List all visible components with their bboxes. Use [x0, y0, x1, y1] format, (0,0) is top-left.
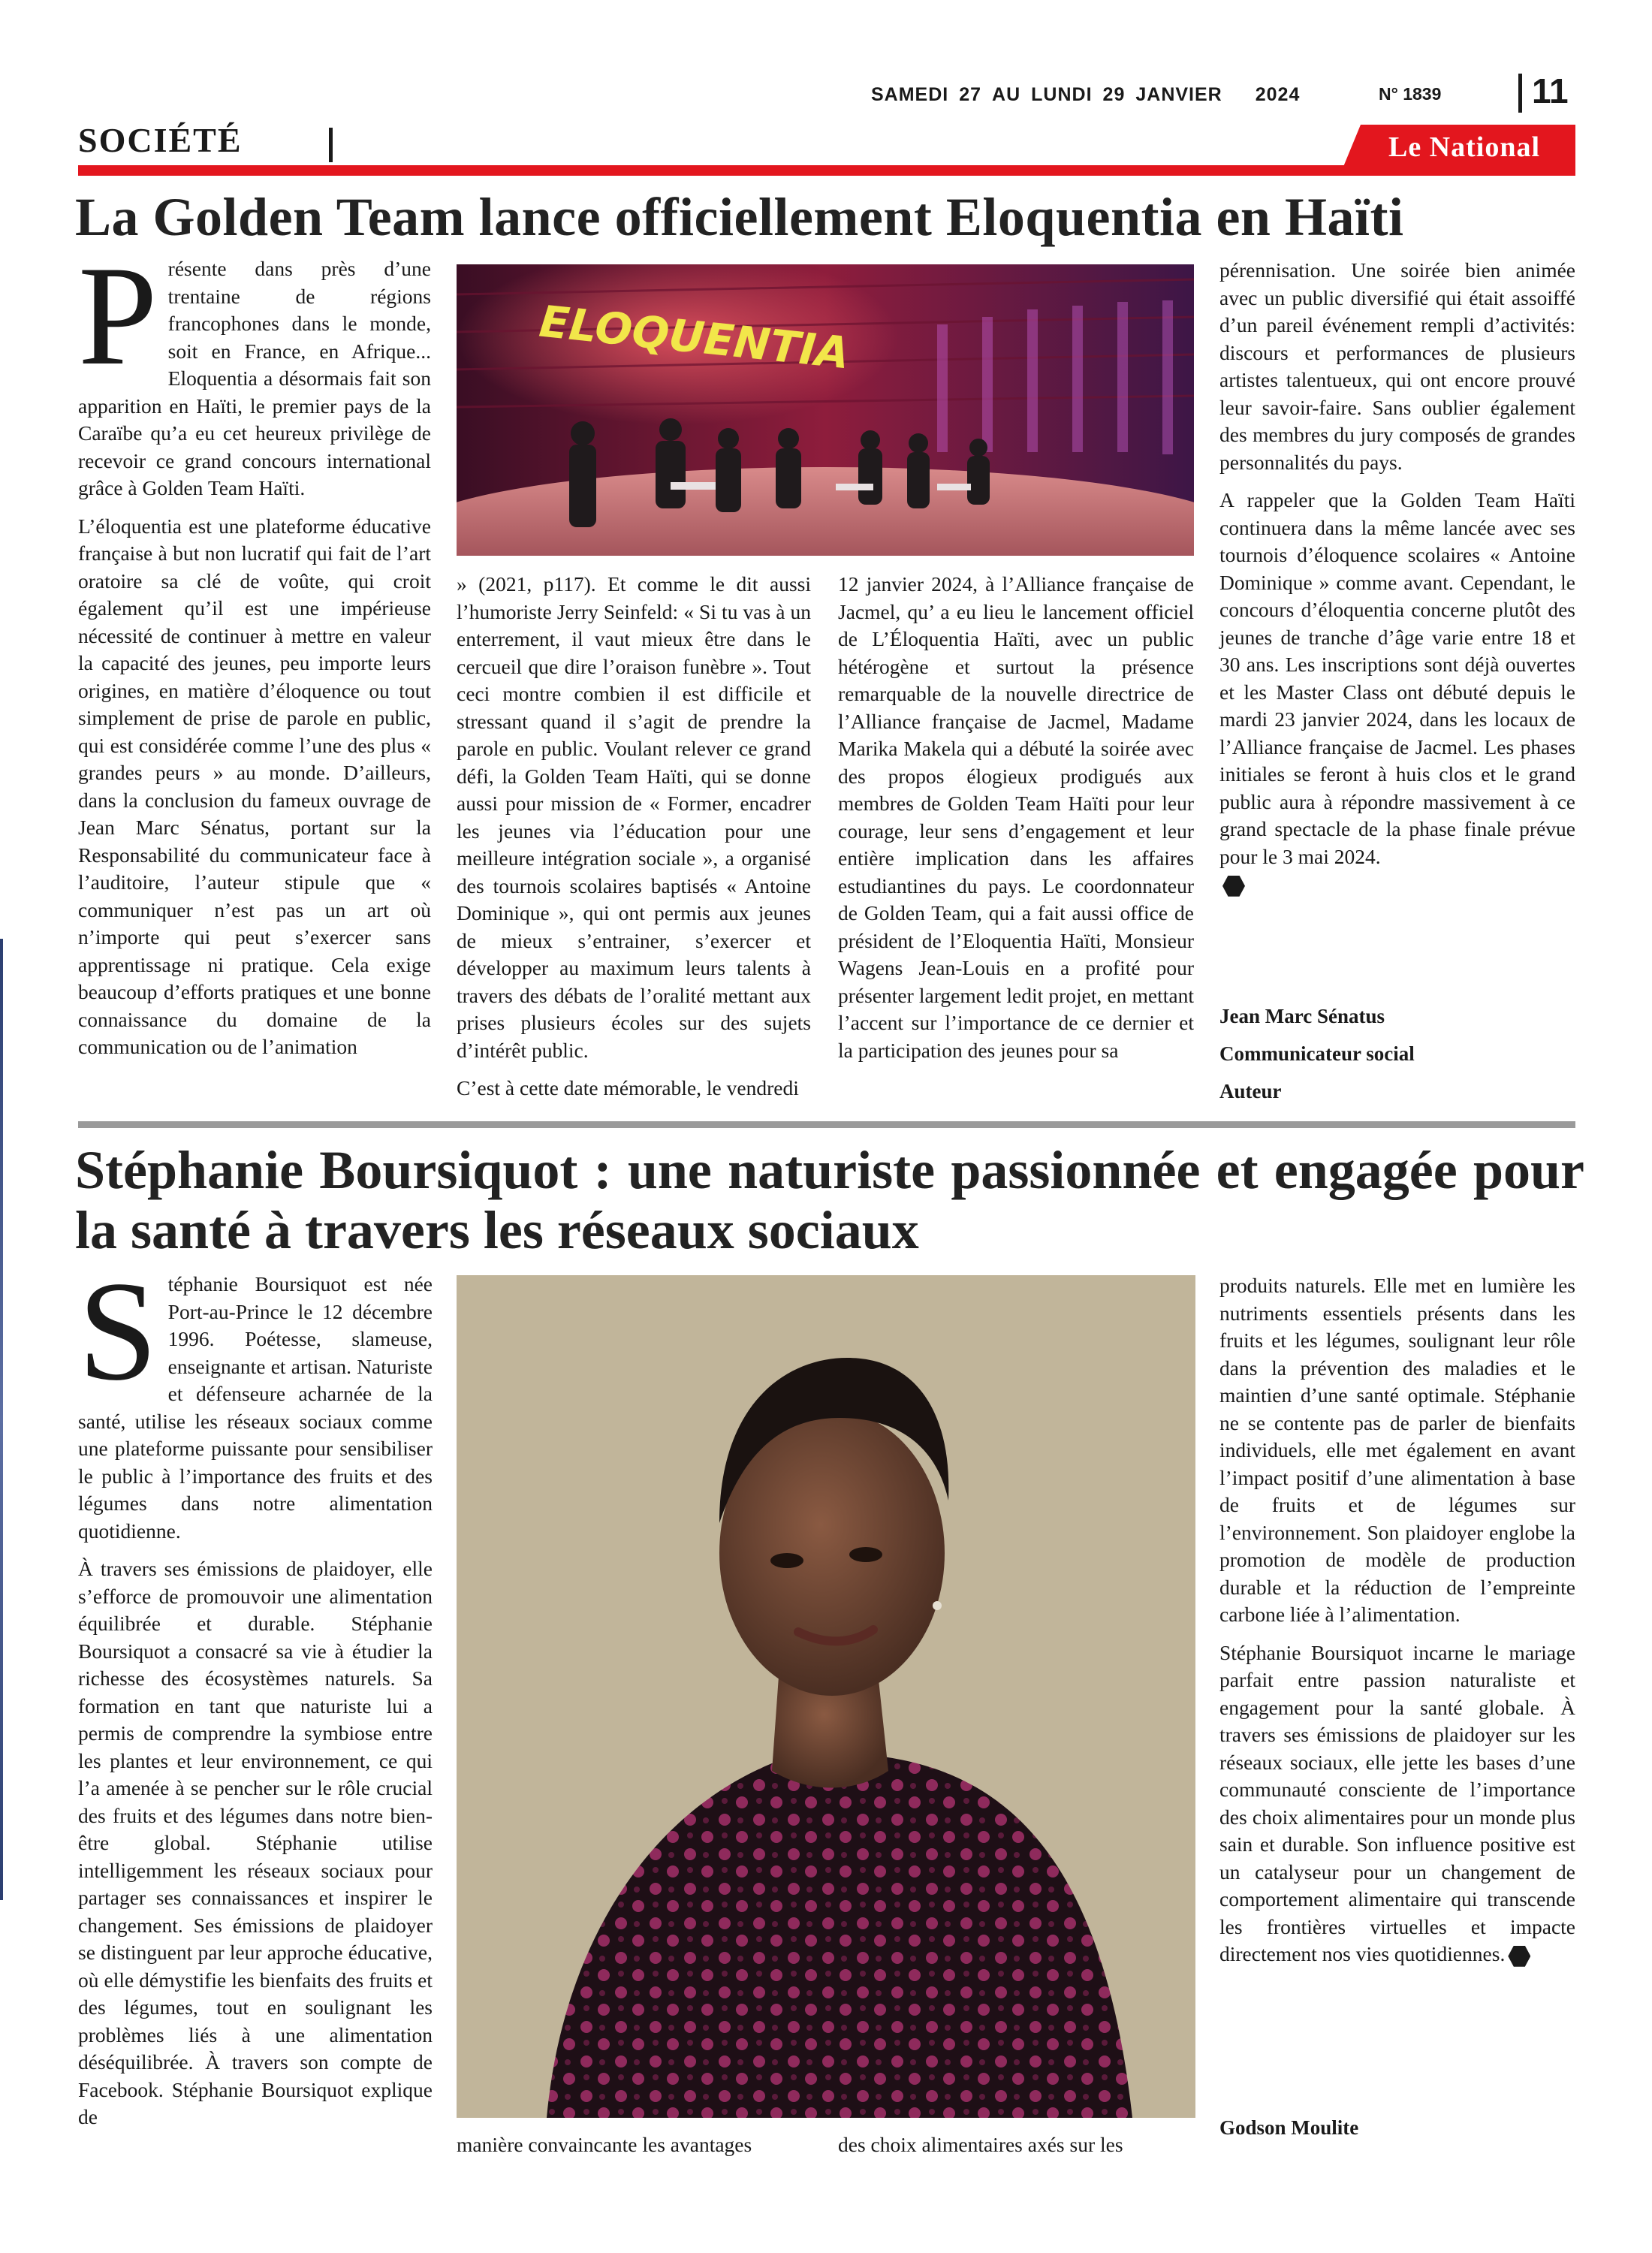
author-name: Jean Marc Sénatus [1219, 1005, 1385, 1027]
article2-column-1: Stéphanie Boursiquot est née Port-au-Prince le 12 décembre 1996. Poétesse, slameuse, enseignante et artisan. Naturiste et défenseure acharnée de la santé, utilise les réseaux sociaux comme une plateforme puissante pour sensibiliser le public à l’importance des fruits et des légumes dans notre alimentation quotidienne. À travers ses émissions de plaidoyer, elle s’efforce de promouvoir une alimentation équilibrée et durable. Stéphanie Boursiquot a consacré sa vie à étudier la richesse des écosystèmes naturels. Sa formation en tant que naturiste lui a permis de comprendre la symbiose entre les plantes et leur environnement, ce qui l’a amenée à se pencher sur le rôle crucial des fruits et des légumes dans notre bien-être global. Stéphanie utilise intelligemment les réseaux sociaux pour partager ses connaissances et inspirer le changement. Ses émissions de plaidoyer se distinguent par leur approche éducative, où elle démystifie les bienfaits des fruits et des légumes, tout en soulignant les problèmes liés à une alimentation déséquilibrée. À travers son compte de Facebook. Stéphanie Boursiquot explique de [78, 1253, 433, 2128]
article2-dropcap: S [78, 1253, 158, 1410]
page-edge-strip [0, 939, 3, 1900]
article1-title: La Golden Team lance officiellement Eloquentia en Haïti [75, 187, 1404, 247]
article2-column-4: produits naturels. Elle met en lumière les nutriments essentiels présents dans les fruits et les légumes, soulignant leur rôle dans la prévention des maladies et le maintien d’une santé optimale. Stéphanie ne se contente pas de parler de bienfaits individuels, elle met également en avant l’impact positif d’une alimentation à base de fruits et de légumes sur l’environnement. Son plaidoyer englobe la promotion de modèle de production durable et la réduction de l’empreinte carbone liée à l’alimentation. Stéphanie Boursiquot incarne le mariage parfait entre passion naturaliste et engagement pour la santé globale. À travers ses émissions de plaidoyer sur les réseaux sociaux, elle jette les bases d’une communauté consciente de l’importance des choix alimentaires pour un monde plus sain et durable. Son influence positive est un catalyseur pour un changement de comportement alimentaire qui transcende les frontières virtuelles et impacte directement nos vies quotidiennes. [1219, 1274, 1575, 1965]
author-role: Communicateur social [1219, 1042, 1415, 1065]
end-of-article-icon [1508, 1946, 1530, 1967]
stephanie-portrait-photo [457, 1275, 1195, 2118]
section-divider [329, 128, 333, 162]
article1-column-4: pérennisation. Une soirée bien animée avec un public diversifié qui était assoiffé d’un pareil événement rempli d’activités: discours et performances de plusieurs artistes talentueux, qui ont encore prouvé leur savoir-faire. Sans oublier également des membres du jury composés de grandes personnalités du pays. A rappeler que la Golden Team Haïti continuera dans la même lancée avec ses tournois d’éloquence scolaires « Antoine Dominique » comme avant. Cependant, le concours d’éloquentia concerne plutôt des jeunes de tranche d’âge varie entre 18 et 30 ans. Les inscriptions sont déjà ouvertes et les Master Class ont débuté depuis le mardi 23 janvier 2024, dans les locaux de l’Alliance française de Jacmel. Les phases initiales se feront à huis clos et le grand public aura à répondre massivement à ce grand spectacle de la phase finale prévue pour le 3 mai 2024. [1219, 257, 1575, 898]
article1-column-2: » (2021, p117). Et comme le dit aussi l’humoriste Jerry Seinfeld: « Si tu vas à un enterrement, il vaut mieux être dans le cercueil que dire l’oraison funèbre ». Tout ceci montre combien il est difficile et stressant quand il s’agit de prendre la parole en public. Voulant relever ce grand défi, la Golden Team Haïti, qui se donne aussi pour mission de « Former, encadrer les jeunes via l’éducation pour une meilleure intégration sociale », a organisé des tournois scolaires baptisés « Antoine Dominique », qui ont permis aux jeunes de mieux s’entrainer, s’exercer et développer au maximum leurs talents à travers des débats de l’oralité mettant aux prises plusieurs écoles sur des sujets d’intérêt public. C’est à cette date mémorable, le vendredi [457, 572, 811, 1099]
article2-column-3-bottom: des choix alimentaires axés sur les [838, 2133, 1123, 2156]
issue-number: N° 1839 [1379, 84, 1442, 104]
article1-column-3: 12 janvier 2024, à l’Alliance française de Jacmel, qu’ a eu lieu le lancement officiel de L’Éloquentia Haïti, avec un public hétérogène et surtout la présence remarquable de la nouvelle directrice de l’Alliance française de Jacmel, Madame Marika Makela qui a débuté la soirée avec des propos élogieux prodigués aux membres de Golden Team Haïti pour leur courage, leur sens d’engagement et leur entière implication dans les affaires estudiantines du pays. Le coordonnateur de Golden Team, qui a fait aussi office de président de l’Eloquentia Haïti, Monsieur Wagens Jean-Louis en a profité pour présenter largement ledit projet, en mettant l’accent sur l’importance de ce dernier et la participation des jeunes pour sa [838, 572, 1194, 1062]
article1-signature [1219, 997, 1575, 1110]
section-label: SOCIÉTÉ [78, 121, 243, 159]
page-number-divider [1518, 74, 1522, 113]
article1-column-1: Présente dans près d’une trentaine de régions francophones dans le monde, soit en France, en Afrique... Eloquentia a désormais fait son apparition en Haïti, le premier pays de la Caraïbe qu’a eu cet heureux privilège de recevoir ce grand concours international grâce à Golden Team Haïti. L’éloquentia est une plateforme éducative française à but non lucratif qui fait de l’art oratoire sa clé de voûte, qui croit également qu’il est une impérieuse nécessité de continuer à mettre en valeur la capacité des jeunes, peu importe leurs origines, en matière d’éloquence ou tout simplement de prise de parole en public, qui est considérée comme l’une des plus « grandes peurs » au monde. D’ailleurs, dans la conclusion du fameux ouvrage de Jean Marc Sénatus, portant sur la Responsabilité du communicateur face à l’auditoire, l’auteur stipule que « communiquer n’est pas un art où n’importe qui peut s’exercer sans apprentissage ni pratique. Cela exige beaucoup d’efforts pratiques et une bonne connaissance du domaine de la communication ou de l’animation [78, 237, 431, 1058]
article2-title: Stéphanie Boursiquot : une naturiste passionnée et engagée pour la santé à travers les réseaux sociaux [75, 1140, 1584, 1260]
brand-name: Le National [1388, 131, 1541, 163]
author-title: Auteur [1219, 1080, 1282, 1102]
page-number: 11 [1532, 71, 1569, 110]
article2-signature: Godson Moulite [1219, 2116, 1359, 2139]
eloquentia-stage-photo [457, 264, 1194, 556]
article2-column-2-bottom: manière convaincante les avantages [457, 2133, 752, 2156]
issue-date: SAMEDI 27 AU LUNDI 29 JANVIER 2024 [871, 84, 1301, 105]
article-separator [78, 1121, 1575, 1128]
article1-dropcap: P [78, 237, 158, 395]
eloquentia-sign: ELOQUENTIA [537, 295, 852, 379]
end-of-article-icon [1222, 876, 1245, 897]
